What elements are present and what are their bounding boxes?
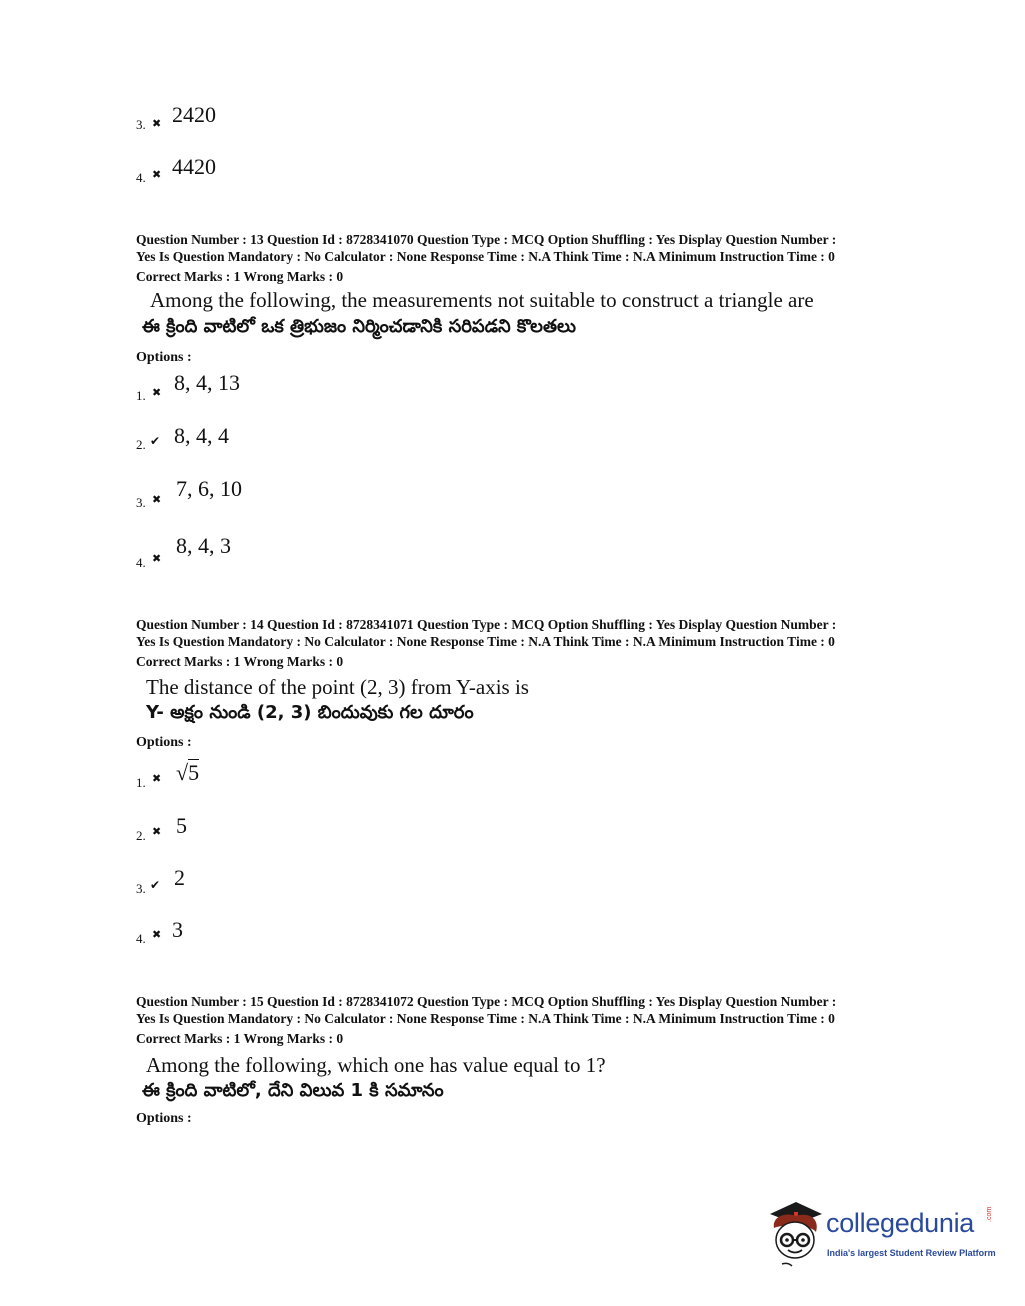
meta-line: Yes Is Question Mandatory : No Calculator : None Response Time : N.A Think Time : N.A Minimum Instruction Time : 0 (136, 634, 835, 649)
option-number: 2. (136, 828, 146, 843)
option-value: 2420 (172, 102, 216, 127)
collegedunia-logo (766, 1198, 996, 1270)
question-meta (136, 616, 836, 670)
mascot-icon (766, 1198, 826, 1268)
question-text-english: Among the following, which one has value equal to 1? (146, 1053, 606, 1077)
meta-line: Question Number : 13 Question Id : 8728341070 Question Type : MCQ Option Shuffling : Yes Display Question Number : (136, 232, 837, 247)
correct-check-icon: ✔ (150, 434, 161, 448)
logo-suffix: .com (986, 1206, 993, 1222)
meta-line: Question Number : 14 Question Id : 8728341071 Question Type : MCQ Option Shuffling : Yes Display Question Number : (136, 617, 837, 632)
question-meta (136, 231, 836, 285)
wrong-mark-icon: ✖ (152, 552, 162, 565)
meta-line: Yes Is Question Mandatory : No Calculator : None Response Time : N.A Think Time : N.A Minimum Instruction Time : 0 (136, 249, 835, 264)
wrong-mark-icon: ✖ (152, 928, 162, 941)
option-value: 8, 4, 4 (174, 423, 229, 448)
option-number: 3. (136, 495, 146, 510)
option-value: 4420 (172, 154, 216, 179)
option-value: 7, 6, 10 (176, 476, 242, 501)
options-label: Options : (136, 350, 192, 365)
option-value: 3 (172, 917, 183, 942)
question-text-telugu: Y- అక్షం నుండి (2, 3) బిందువుకు గల దూరం (146, 702, 474, 723)
option-number: 1. (136, 775, 146, 790)
wrong-mark-icon: ✖ (152, 117, 162, 130)
meta-line: Question Number : 15 Question Id : 8728341072 Question Type : MCQ Option Shuffling : Yes Display Question Number : (136, 994, 837, 1009)
wrong-mark-icon: ✖ (152, 168, 162, 181)
option-number: 4. (136, 555, 146, 570)
option-value: 8, 4, 3 (176, 533, 231, 558)
wrong-mark-icon: ✖ (152, 386, 162, 399)
correct-check-icon: ✔ (150, 878, 161, 892)
question-text-telugu: ఈ క్రింది వాటిలో, దేని విలువ 1 కి సమానం (142, 1080, 444, 1101)
option-number: 4. (136, 931, 146, 946)
option-number: 2. (136, 437, 146, 452)
option-number: 3. (136, 117, 146, 132)
options-label: Options : (136, 735, 192, 750)
marks-line: Correct Marks : 1 Wrong Marks : 0 (136, 654, 344, 669)
wrong-mark-icon: ✖ (152, 772, 162, 785)
radicand: 5 (188, 760, 200, 785)
logo-tagline: India's largest Student Review Platform (827, 1248, 996, 1258)
question-text-english: The distance of the point (2, 3) from Y-axis is (146, 675, 529, 699)
wrong-mark-icon: ✖ (152, 493, 162, 506)
marks-line: Correct Marks : 1 Wrong Marks : 0 (136, 1031, 344, 1046)
meta-line: Yes Is Question Mandatory : No Calculator : None Response Time : N.A Think Time : N.A Minimum Instruction Time : 0 (136, 1011, 835, 1026)
question-text-english: Among the following, the measurements not suitable to construct a triangle are (150, 288, 814, 312)
option-number: 1. (136, 388, 146, 403)
option-number: 4. (136, 170, 146, 185)
option-value (176, 760, 199, 786)
logo-wordmark: collegedunia (826, 1208, 975, 1238)
options-label: Options : (136, 1111, 192, 1126)
option-value: 5 (176, 813, 187, 838)
marks-line: Correct Marks : 1 Wrong Marks : 0 (136, 269, 344, 284)
question-text-telugu: ఈ క్రింది వాటిలో ఒక త్రిభుజం నిర్మించడానికి సరిపడని కొలతలు (142, 316, 576, 337)
option-value: 8, 4, 13 (174, 370, 240, 395)
option-number: 3. (136, 881, 146, 896)
square-root-symbol: √ (176, 760, 189, 785)
option-value: 2 (174, 865, 185, 890)
question-meta (136, 993, 836, 1047)
wrong-mark-icon: ✖ (152, 825, 162, 838)
